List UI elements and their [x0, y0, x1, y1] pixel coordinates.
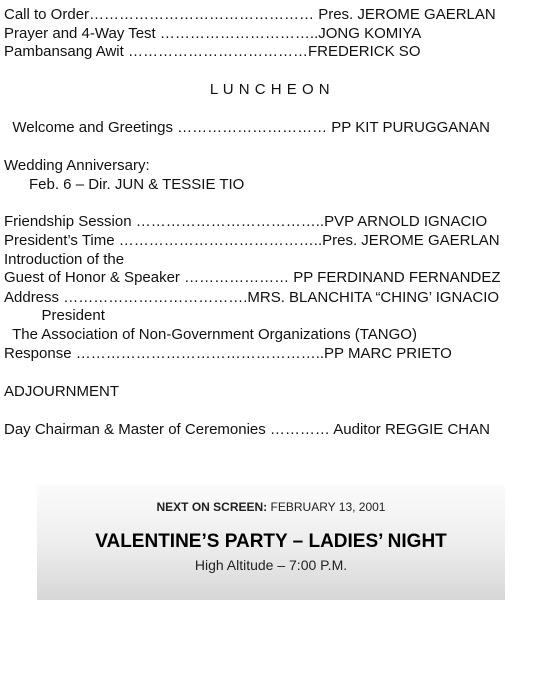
program-item-anniversary-heading: Wedding Anniversary:	[4, 157, 150, 174]
next-event-venue: High Altitude – 7:00 P.M.	[194, 557, 348, 573]
program-item-introduction: Introduction of the	[4, 251, 125, 268]
program-item-call-to-order: Call to Order……………………………………… Pres. JEROME GAERLAN	[4, 6, 496, 23]
program-item-prayer: Prayer and 4-Way Test …………………………..JONG KOMIYA	[4, 25, 422, 42]
program-item-day-chairman: Day Chairman & Master of Ceremonies ………… Auditor REGGIE CHAN	[4, 421, 490, 438]
program-item-response: Response …………………………………………..PP MARC PRIETO	[4, 345, 452, 362]
program-item-presidents-time: President’s Time …………………………………..Pres. JEROME GAERLAN	[4, 232, 500, 249]
next-on-screen-heading: NEXT ON SCREEN:	[156, 500, 268, 514]
next-on-screen-label	[37, 500, 505, 514]
program-item-welcome: Welcome and Greetings ………………………… PP KIT PURUGGANAN	[4, 119, 490, 136]
next-event-title: VALENTINE’S PARTY – LADIES’ NIGHT	[95, 531, 447, 552]
program-item-address: Address ……………………………….MRS. BLANCHITA “CHING’ IGNACIO	[4, 289, 500, 306]
program-item-address-title: President	[4, 307, 105, 324]
program-item-anthem: Pambansang Awit ………………………………FREDERICK SO	[4, 43, 421, 60]
program-item-guest-of-honor: Guest of Honor & Speaker ………………… PP FERDINAND FERNANDEZ	[4, 269, 501, 286]
program-item-anniversary-detail: Feb. 6 – Dir. JUN & TESSIE TIO	[4, 176, 245, 193]
next-on-screen-date: FEBRUARY 13, 2001	[267, 500, 386, 514]
luncheon-heading: L U N C H E O N	[209, 81, 331, 98]
program-item-address-org: The Association of Non-Government Organizations (TANGO)	[4, 326, 417, 343]
program-item-friendship-session: Friendship Session ………………………………..PVP ARNOLD IGNACIO	[4, 213, 488, 230]
program-item-adjournment: ADJOURNMENT	[4, 383, 119, 400]
next-on-screen-banner	[37, 485, 505, 600]
